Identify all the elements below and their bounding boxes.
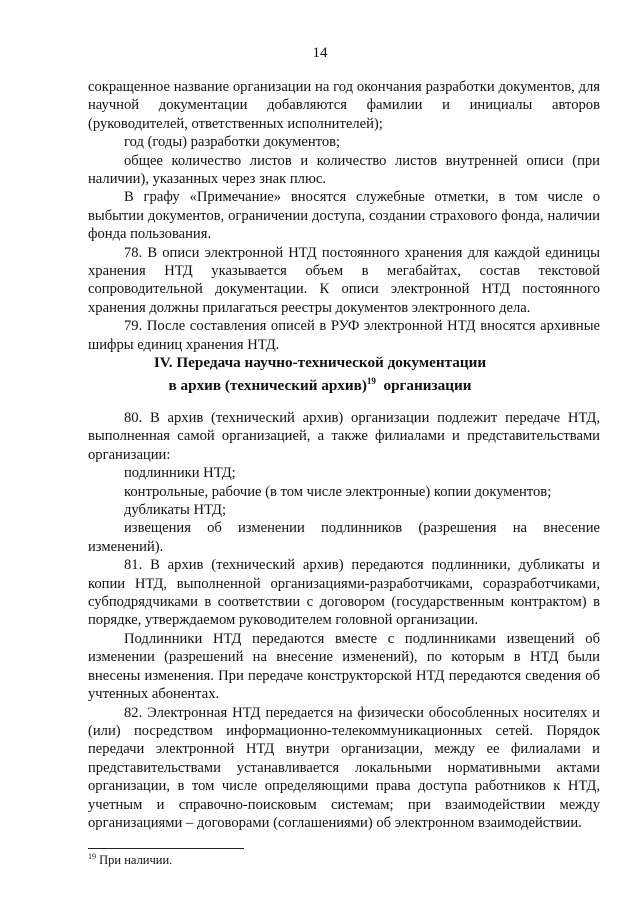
section-heading — [0, 353, 640, 395]
paragraph: 80. В архив (технический архив) организации подлежит передаче НТД, выполненная самой организацией, а также филиалами и представительствами организации: — [88, 410, 600, 463]
paragraph: год (годы) разработки документов; — [124, 134, 341, 151]
list-item: контрольные, рабочие (в том числе электронные) копии документов; — [124, 483, 552, 500]
footnote-mark: 19 — [88, 852, 96, 861]
paragraph: Подлинники НТД передаются вместе с подлинниками извещений об изменении (разрешений на внесение изменений), по которым в НТД были внесены изменения. При передаче конструкторской НТД передаются сведения об учтенных абонентах. — [88, 630, 600, 703]
paragraph: 79. После составления описей в РУФ электронной НТД вносятся архивные шифры единиц хранения НТД. — [88, 318, 600, 353]
heading-line-2-end: организации — [383, 377, 472, 395]
bottom-text-block — [88, 409, 600, 832]
heading-line-2-text: в архив (технический архив) — [168, 377, 367, 395]
footnote — [88, 852, 172, 868]
list-item: дубликаты НТД; — [124, 502, 227, 519]
heading-line-2 — [0, 372, 640, 395]
paragraph: общее количество листов и количество листов внутренней описи (при наличии), указанных через знак плюс. — [88, 152, 600, 188]
list-item: извещения об изменении подлинников (разрешения на внесение изменений). — [88, 520, 600, 555]
top-text-block — [88, 78, 600, 354]
list-item: подлинники НТД; — [124, 465, 236, 482]
footnote-separator — [88, 848, 244, 849]
page-number: 14 — [312, 45, 328, 61]
paragraph: 82. Электронная НТД передается на физически обособленных носителях и (или) посредством информационно-телекоммуникационных сетей. Порядок передачи электронной НТД внутри организации, между ее филиалами и представительствами устанавливается локальными нормативными актами организации, в том числе определяющими права доступа работников к НТД, учетным и справочно-поисковым системам; при взаимодействии между организациями – договорами (соглашениями) об электронном взаимодействии. — [88, 704, 600, 831]
heading-line-1: IV. Передача научно-технической документации — [153, 354, 487, 371]
footnote-text: При наличии. — [99, 853, 173, 868]
paragraph: 81. В архив (технический архив) передаются подлинники, дубликаты и копии НТД, выполненной организациями-разработчиками, соразработчиками, субподрядчиками в соответствии с договором (государственным контрактом) в порядке, утверждаемом руководителем головной организации. — [88, 557, 600, 629]
footnote-reference: 19 — [366, 376, 376, 386]
paragraph: В графу «Примечание» вносятся служебные отметки, в том числе о выбытии документов, ограничении доступа, создании страхового фонда, наличии фонда пользования. — [88, 189, 600, 243]
paragraph: 78. В описи электронной НТД постоянного хранения для каждой единицы хранения НТД указывается объем в мегабайтах, состав текстовой сопроводительной документации. К описи электронной НТД постоянного хранения должны прилагаться реестры документов электронного дела. — [88, 244, 600, 316]
paragraph: сокращенное название организации на год окончания разработки документов, для научной документации добавляются фамилии и инициалы авторов (руководителей, ответственных исполнителей); — [88, 79, 600, 132]
